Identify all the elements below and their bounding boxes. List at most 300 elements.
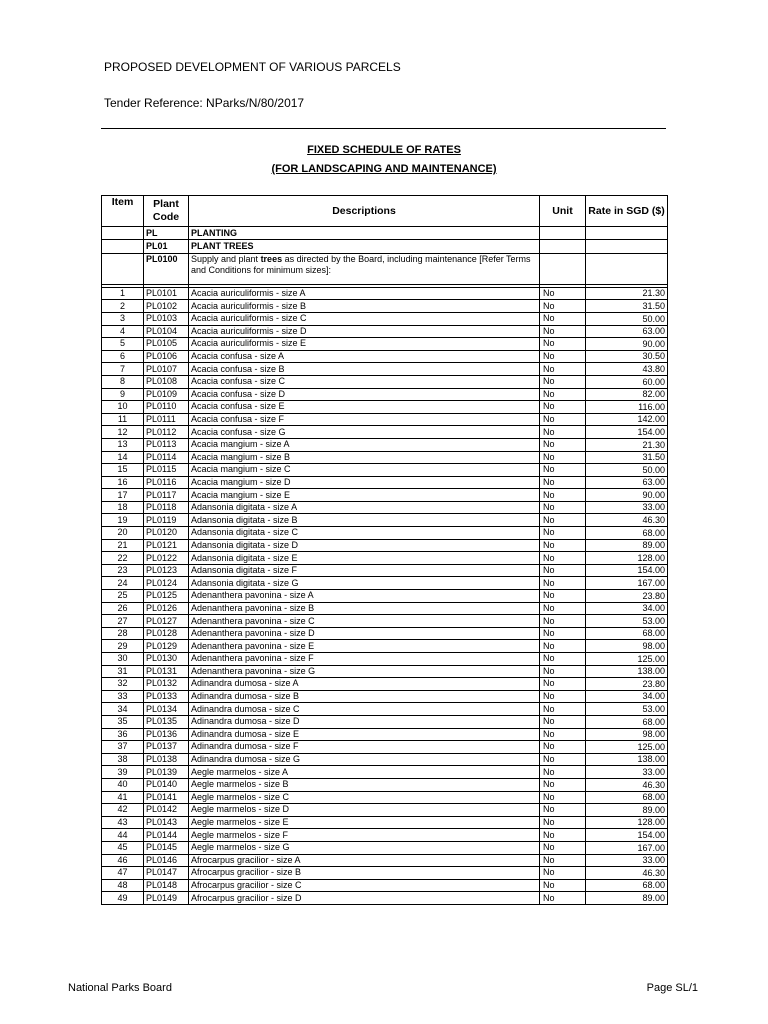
item-unit: No [540, 715, 586, 728]
item-number: 16 [102, 476, 144, 489]
item-rate: 46.30 [586, 514, 668, 527]
item-unit: No [540, 841, 586, 854]
plant-code: PL0121 [144, 539, 189, 552]
plant-code: PL0145 [144, 841, 189, 854]
item-rate: 63.00 [586, 476, 668, 489]
item-unit: No [540, 627, 586, 640]
item-rate: 98.00 [586, 728, 668, 741]
item-description: Acacia mangium - size C [189, 464, 540, 477]
intro-desc-bold: trees [260, 253, 283, 264]
item-unit: No [540, 300, 586, 313]
item-number: 26 [102, 602, 144, 615]
item-unit: No [540, 728, 586, 741]
item-rate: 63.00 [586, 325, 668, 338]
item-description: Adinandra dumosa - size B [189, 690, 540, 703]
item-unit: No [540, 867, 586, 880]
plant-code: PL0102 [144, 300, 189, 313]
table-row [102, 426, 668, 439]
item-number: 46 [102, 854, 144, 867]
plant-code: PL0110 [144, 401, 189, 414]
plant-code: PL0104 [144, 325, 189, 338]
item-description: Acacia confusa - size C [189, 375, 540, 388]
plant-code: PL0116 [144, 476, 189, 489]
item-number: 27 [102, 615, 144, 628]
item-rate: 142.00 [586, 413, 668, 426]
item-number: 1 [102, 287, 144, 300]
item-rate: 128.00 [586, 816, 668, 829]
intro-desc-post: as directed by the Board, including maintenance [Refer Terms and Conditions for minimum sizes]: [191, 253, 531, 275]
item-rate: 167.00 [586, 841, 668, 854]
plant-code: PL0101 [144, 287, 189, 300]
section-desc: PLANTING [189, 227, 540, 240]
rates-table [101, 195, 668, 905]
table-row [102, 514, 668, 527]
item-number: 17 [102, 489, 144, 502]
table-row [102, 464, 668, 477]
plant-code: PL0139 [144, 766, 189, 779]
table-row [102, 778, 668, 791]
item-number: 23 [102, 564, 144, 577]
item-number: 40 [102, 778, 144, 791]
table-row [102, 338, 668, 351]
item-rate: 89.00 [586, 892, 668, 905]
table-row [102, 741, 668, 754]
plant-code: PL0113 [144, 438, 189, 451]
item-rate: 53.00 [586, 615, 668, 628]
item-description: Adinandra dumosa - size A [189, 678, 540, 691]
plant-code: PL0123 [144, 564, 189, 577]
item-rate: 30.50 [586, 350, 668, 363]
intro-code: PL0100 [144, 253, 189, 284]
item-description: Adinandra dumosa - size F [189, 741, 540, 754]
item-unit: No [540, 791, 586, 804]
item-description: Adenanthera pavonina - size F [189, 653, 540, 666]
item-description: Acacia auriculiformis - size D [189, 325, 540, 338]
item-number: 21 [102, 539, 144, 552]
item-description: Afrocarpus gracilior - size C [189, 879, 540, 892]
intro-desc [189, 253, 540, 284]
item-unit: No [540, 753, 586, 766]
item-rate: 154.00 [586, 426, 668, 439]
item-description: Acacia auriculiformis - size E [189, 338, 540, 351]
item-rate: 21.30 [586, 287, 668, 300]
item-rate: 68.00 [586, 627, 668, 640]
plant-code: PL0108 [144, 375, 189, 388]
item-unit: No [540, 413, 586, 426]
table-row [102, 879, 668, 892]
section-row-pl01 [102, 240, 668, 253]
item-description: Acacia auriculiformis - size A [189, 287, 540, 300]
item-unit: No [540, 653, 586, 666]
item-description: Adansonia digitata - size A [189, 501, 540, 514]
item-number: 20 [102, 527, 144, 540]
item-number: 47 [102, 867, 144, 880]
item-description: Acacia confusa - size E [189, 401, 540, 414]
tender-reference: Tender Reference: NParks/N/80/2017 [104, 96, 305, 110]
item-description: Afrocarpus gracilior - size A [189, 854, 540, 867]
item-unit: No [540, 464, 586, 477]
item-number: 31 [102, 665, 144, 678]
table-row [102, 829, 668, 842]
item-number: 33 [102, 690, 144, 703]
plant-code: PL0109 [144, 388, 189, 401]
item-description: Adenanthera pavonina - size D [189, 627, 540, 640]
item-description: Adinandra dumosa - size E [189, 728, 540, 741]
item-number: 44 [102, 829, 144, 842]
table-row [102, 590, 668, 603]
col-header-item: Item [102, 196, 144, 227]
item-number: 11 [102, 413, 144, 426]
item-unit: No [540, 741, 586, 754]
item-rate: 23.80 [586, 590, 668, 603]
item-description: Acacia mangium - size A [189, 438, 540, 451]
item-number: 49 [102, 892, 144, 905]
item-description: Aegle marmelos - size F [189, 829, 540, 842]
item-rate: 89.00 [586, 804, 668, 817]
item-rate: 53.00 [586, 703, 668, 716]
item-number: 28 [102, 627, 144, 640]
item-number: 18 [102, 501, 144, 514]
item-number: 24 [102, 577, 144, 590]
table-row [102, 401, 668, 414]
item-unit: No [540, 778, 586, 791]
item-rate: 33.00 [586, 766, 668, 779]
table-row [102, 501, 668, 514]
item-description: Acacia confusa - size A [189, 350, 540, 363]
item-description: Acacia auriculiformis - size C [189, 312, 540, 325]
footer-org: National Parks Board [68, 982, 172, 994]
item-number: 15 [102, 464, 144, 477]
item-rate: 125.00 [586, 741, 668, 754]
plant-code: PL0134 [144, 703, 189, 716]
item-unit: No [540, 514, 586, 527]
table-row [102, 375, 668, 388]
plant-code: PL0105 [144, 338, 189, 351]
table-row [102, 728, 668, 741]
item-number: 48 [102, 879, 144, 892]
plant-code: PL0119 [144, 514, 189, 527]
table-row [102, 791, 668, 804]
item-number: 38 [102, 753, 144, 766]
table-row [102, 388, 668, 401]
item-rate: 46.30 [586, 778, 668, 791]
item-number: 9 [102, 388, 144, 401]
plant-code: PL0125 [144, 590, 189, 603]
item-description: Aegle marmelos - size D [189, 804, 540, 817]
item-description: Acacia confusa - size G [189, 426, 540, 439]
table-row [102, 766, 668, 779]
item-unit: No [540, 690, 586, 703]
item-unit: No [540, 577, 586, 590]
plant-code: PL0133 [144, 690, 189, 703]
table-row [102, 804, 668, 817]
item-unit: No [540, 401, 586, 414]
item-description: Adansonia digitata - size B [189, 514, 540, 527]
item-number: 22 [102, 552, 144, 565]
table-row [102, 602, 668, 615]
table-row [102, 627, 668, 640]
item-number: 34 [102, 703, 144, 716]
footer-page: Page SL/1 [646, 982, 698, 994]
item-description: Adenanthera pavonina - size A [189, 590, 540, 603]
item-description: Afrocarpus gracilior - size D [189, 892, 540, 905]
table-row [102, 892, 668, 905]
item-description: Adansonia digitata - size D [189, 539, 540, 552]
table-row [102, 577, 668, 590]
plant-code: PL0106 [144, 350, 189, 363]
item-description: Acacia mangium - size B [189, 451, 540, 464]
item-unit: No [540, 552, 586, 565]
plant-code: PL0143 [144, 816, 189, 829]
item-rate: 98.00 [586, 640, 668, 653]
plant-code: PL0140 [144, 778, 189, 791]
plant-code: PL0142 [144, 804, 189, 817]
plant-code: PL0136 [144, 728, 189, 741]
item-description: Adenanthera pavonina - size G [189, 665, 540, 678]
item-description: Adansonia digitata - size G [189, 577, 540, 590]
item-rate: 46.30 [586, 867, 668, 880]
item-rate: 125.00 [586, 653, 668, 666]
item-unit: No [540, 363, 586, 376]
table-row [102, 753, 668, 766]
plant-code: PL0122 [144, 552, 189, 565]
item-rate: 68.00 [586, 527, 668, 540]
item-number: 37 [102, 741, 144, 754]
item-number: 13 [102, 438, 144, 451]
table-row [102, 640, 668, 653]
plant-code: PL0135 [144, 715, 189, 728]
plant-code: PL0111 [144, 413, 189, 426]
schedule-subtitle: (FOR LANDSCAPING AND MAINTENANCE) [271, 163, 497, 175]
plant-code: PL0149 [144, 892, 189, 905]
item-rate: 154.00 [586, 564, 668, 577]
item-number: 19 [102, 514, 144, 527]
item-rate: 60.00 [586, 375, 668, 388]
item-unit: No [540, 665, 586, 678]
plant-code: PL0148 [144, 879, 189, 892]
item-unit: No [540, 615, 586, 628]
item-number: 5 [102, 338, 144, 351]
plant-code: PL0138 [144, 753, 189, 766]
item-description: Aegle marmelos - size A [189, 766, 540, 779]
item-unit: No [540, 375, 586, 388]
item-rate: 90.00 [586, 338, 668, 351]
table-row [102, 350, 668, 363]
item-number: 7 [102, 363, 144, 376]
item-rate: 33.00 [586, 501, 668, 514]
item-unit: No [540, 476, 586, 489]
item-number: 6 [102, 350, 144, 363]
table-row [102, 615, 668, 628]
item-rate: 82.00 [586, 388, 668, 401]
table-row [102, 527, 668, 540]
item-rate: 31.50 [586, 300, 668, 313]
plant-code: PL0117 [144, 489, 189, 502]
item-rate: 23.80 [586, 678, 668, 691]
table-row [102, 653, 668, 666]
item-number: 32 [102, 678, 144, 691]
table-row [102, 325, 668, 338]
col-header-descriptions: Descriptions [189, 196, 540, 227]
header-divider [101, 128, 666, 129]
item-unit: No [540, 590, 586, 603]
schedule-title: FIXED SCHEDULE OF RATES [307, 144, 461, 156]
item-number: 29 [102, 640, 144, 653]
item-rate: 167.00 [586, 577, 668, 590]
item-unit: No [540, 388, 586, 401]
plant-code: PL0132 [144, 678, 189, 691]
item-description: Acacia confusa - size D [189, 388, 540, 401]
plant-code: PL0118 [144, 501, 189, 514]
item-rate: 89.00 [586, 539, 668, 552]
item-rate: 68.00 [586, 791, 668, 804]
plant-code: PL0128 [144, 627, 189, 640]
table-row [102, 489, 668, 502]
plant-code: PL0126 [144, 602, 189, 615]
table-row [102, 678, 668, 691]
plant-code: PL0127 [144, 615, 189, 628]
col-header-rate: Rate in SGD ($) [586, 196, 668, 227]
item-number: 10 [102, 401, 144, 414]
table-row [102, 413, 668, 426]
item-description: Adinandra dumosa - size G [189, 753, 540, 766]
item-unit: No [540, 451, 586, 464]
item-rate: 31.50 [586, 451, 668, 464]
item-unit: No [540, 312, 586, 325]
plant-code: PL0147 [144, 867, 189, 880]
table-row [102, 816, 668, 829]
item-rate: 34.00 [586, 602, 668, 615]
item-number: 36 [102, 728, 144, 741]
item-unit: No [540, 804, 586, 817]
item-unit: No [540, 564, 586, 577]
item-number: 3 [102, 312, 144, 325]
table-row [102, 854, 668, 867]
item-unit: No [540, 816, 586, 829]
table-row [102, 287, 668, 300]
item-unit: No [540, 438, 586, 451]
table-row [102, 300, 668, 313]
table-row [102, 690, 668, 703]
item-rate: 68.00 [586, 879, 668, 892]
table-row [102, 363, 668, 376]
item-description: Adenanthera pavonina - size E [189, 640, 540, 653]
plant-code: PL0130 [144, 653, 189, 666]
item-unit: No [540, 602, 586, 615]
item-number: 45 [102, 841, 144, 854]
item-description: Adenanthera pavonina - size B [189, 602, 540, 615]
item-description: Aegle marmelos - size E [189, 816, 540, 829]
table-row [102, 564, 668, 577]
item-number: 8 [102, 375, 144, 388]
section-code: PL [144, 227, 189, 240]
col-header-unit: Unit [540, 196, 586, 227]
item-description: Aegle marmelos - size B [189, 778, 540, 791]
item-description: Acacia auriculiformis - size B [189, 300, 540, 313]
item-description: Adenanthera pavonina - size C [189, 615, 540, 628]
item-number: 14 [102, 451, 144, 464]
item-description: Acacia mangium - size E [189, 489, 540, 502]
item-number: 43 [102, 816, 144, 829]
col-header-plant-code: Plant Code [144, 196, 189, 227]
item-description: Adinandra dumosa - size C [189, 703, 540, 716]
item-unit: No [540, 489, 586, 502]
plant-code: PL0120 [144, 527, 189, 540]
plant-code: PL0115 [144, 464, 189, 477]
table-row [102, 665, 668, 678]
item-number: 30 [102, 653, 144, 666]
table-row [102, 715, 668, 728]
item-number: 4 [102, 325, 144, 338]
item-description: Aegle marmelos - size C [189, 791, 540, 804]
item-description: Acacia mangium - size D [189, 476, 540, 489]
table-row [102, 438, 668, 451]
plant-code: PL0112 [144, 426, 189, 439]
item-unit: No [540, 829, 586, 842]
table-row [102, 476, 668, 489]
item-description: Aegle marmelos - size G [189, 841, 540, 854]
item-description: Adansonia digitata - size F [189, 564, 540, 577]
plant-code: PL0141 [144, 791, 189, 804]
table-row [102, 552, 668, 565]
table-row [102, 703, 668, 716]
item-unit: No [540, 640, 586, 653]
item-unit: No [540, 325, 586, 338]
table-row [102, 451, 668, 464]
plant-code: PL0103 [144, 312, 189, 325]
section-desc: PLANT TREES [189, 240, 540, 253]
item-unit: No [540, 892, 586, 905]
item-unit: No [540, 338, 586, 351]
item-unit: No [540, 703, 586, 716]
plant-code: PL0137 [144, 741, 189, 754]
item-rate: 50.00 [586, 312, 668, 325]
item-unit: No [540, 879, 586, 892]
item-rate: 90.00 [586, 489, 668, 502]
item-number: 35 [102, 715, 144, 728]
item-description: Adansonia digitata - size E [189, 552, 540, 565]
item-description: Acacia confusa - size F [189, 413, 540, 426]
project-title: PROPOSED DEVELOPMENT OF VARIOUS PARCELS [104, 60, 401, 74]
item-unit: No [540, 426, 586, 439]
item-rate: 33.00 [586, 854, 668, 867]
section-row-pl [102, 227, 668, 240]
item-description: Adinandra dumosa - size D [189, 715, 540, 728]
plant-code: PL0124 [144, 577, 189, 590]
item-unit: No [540, 501, 586, 514]
item-rate: 34.00 [586, 690, 668, 703]
item-rate: 128.00 [586, 552, 668, 565]
intro-row [102, 253, 668, 284]
item-unit: No [540, 678, 586, 691]
section-code: PL01 [144, 240, 189, 253]
item-number: 25 [102, 590, 144, 603]
item-unit: No [540, 539, 586, 552]
plant-code: PL0114 [144, 451, 189, 464]
item-rate: 138.00 [586, 753, 668, 766]
item-rate: 154.00 [586, 829, 668, 842]
item-rate: 138.00 [586, 665, 668, 678]
item-number: 12 [102, 426, 144, 439]
item-rate: 43.80 [586, 363, 668, 376]
plant-code: PL0129 [144, 640, 189, 653]
table-row [102, 312, 668, 325]
item-description: Afrocarpus gracilior - size B [189, 867, 540, 880]
table-row [102, 867, 668, 880]
item-rate: 50.00 [586, 464, 668, 477]
item-unit: No [540, 350, 586, 363]
item-unit: No [540, 766, 586, 779]
